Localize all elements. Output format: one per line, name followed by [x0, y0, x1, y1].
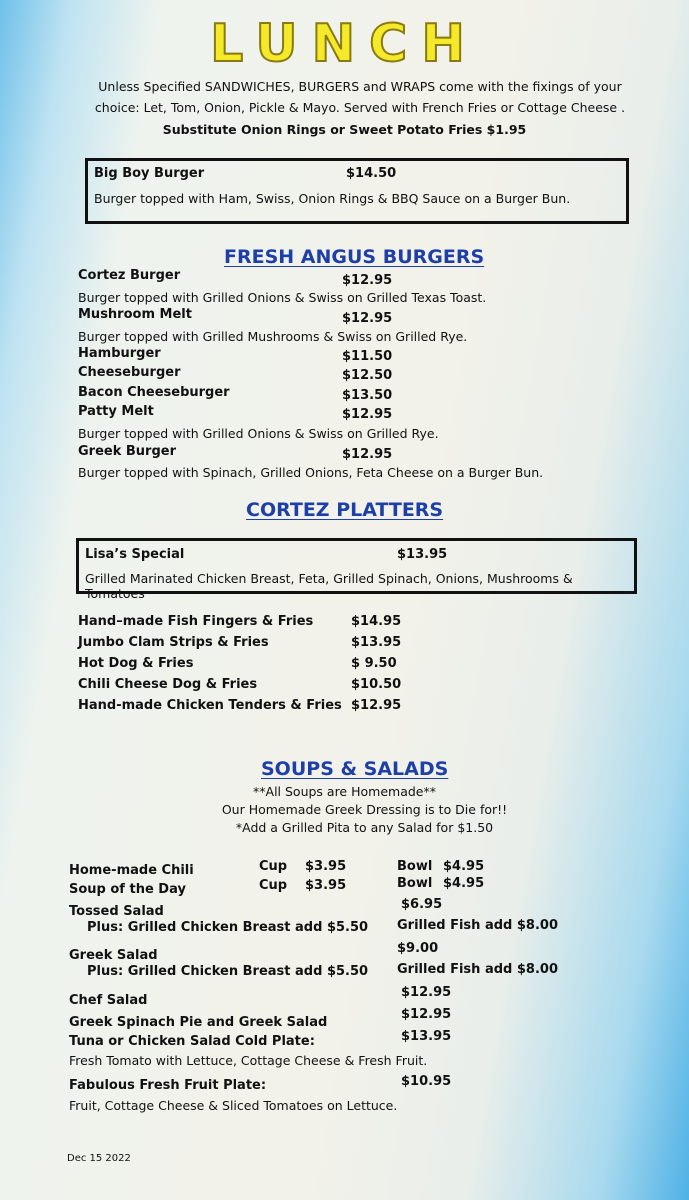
featured-box: [85, 158, 629, 224]
featured-name: Big Boy Burger: [94, 166, 205, 181]
menu-item-desc: Burger topped with Grilled Onions & Swiss on Grilled Texas Toast.: [78, 290, 487, 305]
menu-item-name: Chili Cheese Dog & Fries: [78, 677, 258, 692]
soups-note-2: Our Homemade Greek Dressing is to Die for!!: [221, 802, 508, 817]
menu-item-price: $9.00: [397, 941, 439, 956]
menu-item-price: $13.50: [342, 388, 393, 403]
intro-text: [90, 76, 630, 118]
menu-item-price: $12.95: [342, 311, 393, 326]
menu-date: Dec 15 2022: [67, 1153, 131, 1164]
substitute-note: Substitute Onion Rings or Sweet Potato Fries $1.95: [162, 122, 527, 137]
special-name: Lisa’s Special: [85, 547, 185, 562]
bowl-label: Bowl: [397, 876, 433, 891]
menu-item-name: Mushroom Melt: [78, 307, 192, 322]
addon-chicken: Plus: Grilled Chicken Breast add $5.50: [87, 920, 369, 935]
bowl-price: $4.95: [443, 859, 485, 874]
menu-item-name: Patty Melt: [78, 404, 154, 419]
addon-chicken: Plus: Grilled Chicken Breast add $5.50: [87, 964, 369, 979]
menu-item-name: Cortez Burger: [78, 268, 181, 283]
menu-item-name: Greek Burger: [78, 444, 176, 459]
menu-item-name: Tossed Salad: [69, 904, 164, 919]
special-price: $13.95: [397, 547, 448, 562]
addon-fish: Grilled Fish add $8.00: [397, 962, 558, 977]
cup-label: Cup: [259, 878, 288, 893]
menu-item-name: Hand-made Chicken Tenders & Fries: [78, 698, 342, 713]
cup-price: $3.95: [305, 878, 347, 893]
bowl-price: $4.95: [443, 876, 485, 891]
soups-note-1: **All Soups are Homemade**: [253, 784, 436, 799]
menu-item-desc: Burger topped with Grilled Mushrooms & Swiss on Grilled Rye.: [78, 329, 468, 344]
menu-item-price: $13.95: [351, 635, 402, 650]
special-desc: Grilled Marinated Chicken Breast, Feta, Grilled Spinach, Onions, Mushrooms & Tomatoes: [85, 571, 573, 601]
soups-heading: SOUPS & SALADS: [261, 758, 449, 780]
menu-item-desc: Burger topped with Spinach, Grilled Onions, Feta Cheese on a Burger Bun.: [78, 465, 544, 480]
menu-item-name: Hamburger: [78, 346, 161, 361]
menu-item-price: $ 9.50: [351, 656, 397, 671]
menu-item-name: Greek Spinach Pie and Greek Salad: [69, 1015, 328, 1030]
menu-item-desc: Fruit, Cottage Cheese & Sliced Tomatoes on Lettuce.: [69, 1098, 398, 1113]
menu-item-price: $12.95: [401, 985, 452, 1000]
menu-item-price: $6.95: [401, 897, 443, 912]
menu-item-name: Hand–made Fish Fingers & Fries: [78, 614, 314, 629]
addon-fish: Grilled Fish add $8.00: [397, 918, 558, 933]
page-title: LUNCH: [210, 14, 479, 74]
menu-item-name: Soup of the Day: [69, 882, 186, 897]
menu-item-name: Chef Salad: [69, 993, 148, 1008]
soups-note-3: *Add a Grilled Pita to any Salad for $1.50: [235, 820, 494, 835]
menu-item-price: $12.50: [342, 368, 393, 383]
menu-item-price: $11.50: [342, 349, 393, 364]
menu-item-price: $12.95: [351, 698, 402, 713]
menu-item-price: $12.95: [342, 407, 393, 422]
menu-item-price: $12.95: [342, 273, 393, 288]
menu-item-name: Jumbo Clam Strips & Fries: [78, 635, 269, 650]
bowl-label: Bowl: [397, 859, 433, 874]
menu-item-price: $12.95: [401, 1007, 452, 1022]
platters-heading: CORTEZ PLATTERS: [246, 499, 444, 521]
menu-item-price: $13.95: [401, 1029, 452, 1044]
menu-item-desc: Fresh Tomato with Lettuce, Cottage Cheese & Fresh Fruit.: [69, 1053, 428, 1068]
menu-item-name: Hot Dog & Fries: [78, 656, 194, 671]
menu-item-price: $12.95: [342, 447, 393, 462]
intro-line-1: Unless Specified SANDWICHES, BURGERS and WRAPS come with the fixings of your: [98, 79, 622, 94]
cup-price: $3.95: [305, 859, 347, 874]
menu-item-name: Greek Salad: [69, 948, 158, 963]
special-box: [76, 538, 637, 601]
intro-line-2: choice: Let, Tom, Onion, Pickle & Mayo. Served with French Fries or Cottage Cheese .: [94, 100, 626, 115]
menu-item-name: Tuna or Chicken Salad Cold Plate:: [69, 1034, 315, 1049]
menu-item-name: Home-made Chili: [69, 863, 194, 878]
burgers-heading: FRESH ANGUS BURGERS: [224, 246, 485, 268]
featured-price: $14.50: [346, 166, 397, 181]
menu-item-desc: Burger topped with Grilled Onions & Swiss on Grilled Rye.: [78, 426, 439, 441]
menu-item-name: Fabulous Fresh Fruit Plate:: [69, 1078, 267, 1093]
menu-item-name: Bacon Cheeseburger: [78, 385, 230, 400]
menu-item-name: Cheeseburger: [78, 365, 181, 380]
menu-item-price: $10.95: [401, 1074, 452, 1089]
featured-desc: Burger topped with Ham, Swiss, Onion Rings & BBQ Sauce on a Burger Bun.: [94, 191, 571, 206]
menu-item-price: $14.95: [351, 614, 402, 629]
menu-item-price: $10.50: [351, 677, 402, 692]
cup-label: Cup: [259, 859, 288, 874]
